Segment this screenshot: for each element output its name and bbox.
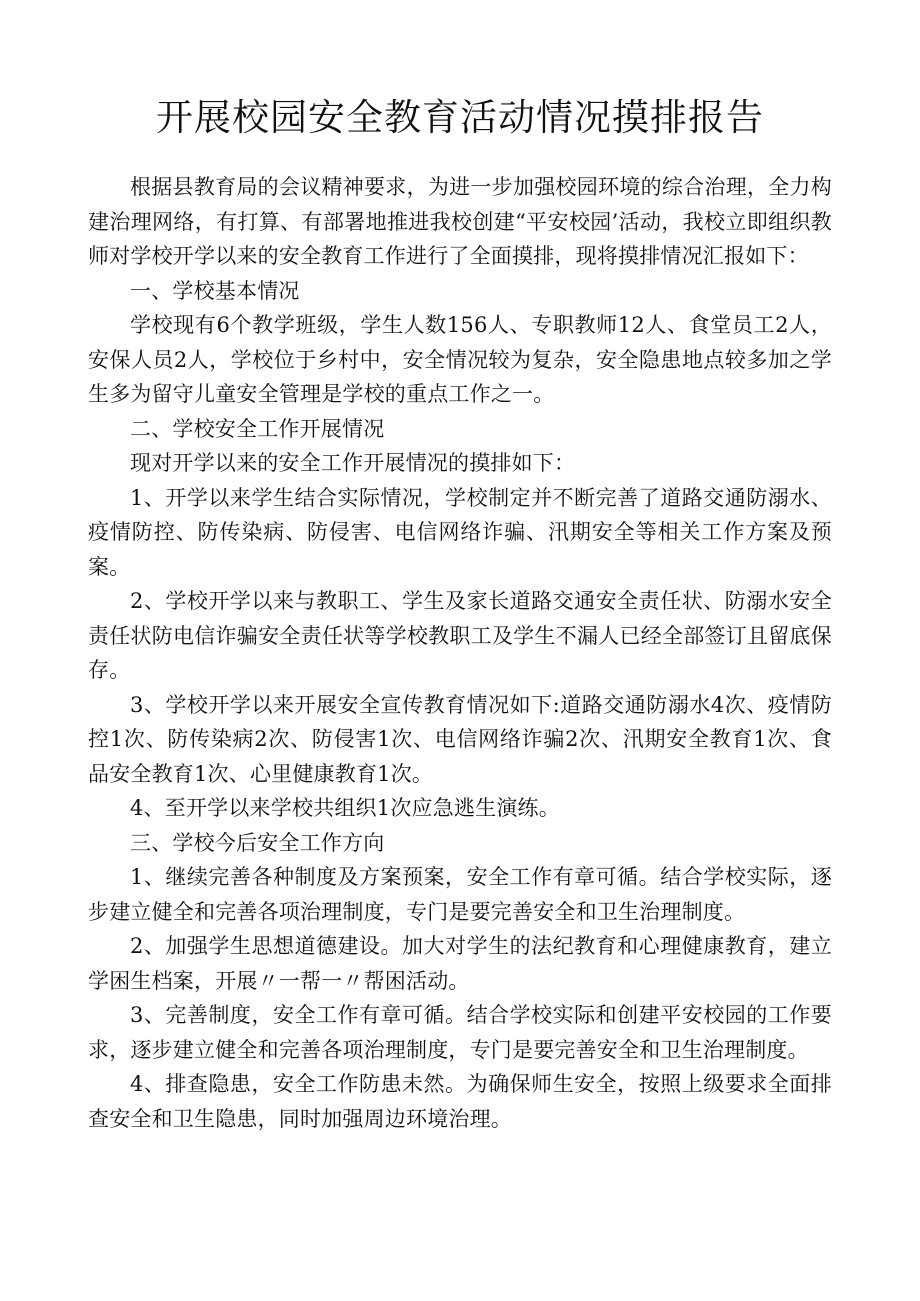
section-heading-basic-info: 一、学校基本情况 bbox=[130, 278, 300, 303]
paragraph-intro: 根据县教育局的会议精神要求，为进一步加强校园环境的综合治理，全力构建治理网络，有打算、有部署地推进我校创建“平安校园’活动，我校立即组织教师对学校开学以来的安全教育工作进行了全面摸排，现将摸排情况汇报如下： bbox=[88, 175, 832, 268]
document-title: 开展校园安全教育活动情况摸排报告 bbox=[156, 96, 764, 139]
paragraph-item-2: 2、学校开学以来与教职工、学生及家长道路交通安全责任状、防溺水安全责任状防电信诈骗安全责任状等学校教职工及学生不漏人已经全部签订且留底保存。 bbox=[88, 589, 832, 682]
section-heading-future-direction: 三、学校今后安全工作方向 bbox=[130, 830, 385, 855]
paragraph-future-1: 1、继续完善各种制度及方案预案，安全工作有章可循。结合学校实际，逐步建立健全和完善各项治理制度，专门是要完善安全和卫生治理制度。 bbox=[88, 865, 832, 924]
paragraph-work-progress-intro: 现对开学以来的安全工作开展情况的摸排如下： bbox=[130, 451, 576, 475]
paragraph-basic-info: 学校现有6个教学班级，学生人数156人、专职教师12人、食堂员工2人，安保人员2人，学校位于乡村中，安全情况较为复杂，安全隐患地点较多加之学生多为留守儿童安全管理是学校的重点工作之一。 bbox=[88, 313, 832, 406]
paragraph-future-4: 4、排查隐患，安全工作防患未然。为确保师生安全，按照上级要求全面排查安全和卫生隐患，同时加强周边环境治理。 bbox=[88, 1072, 832, 1131]
paragraph-item-4: 4、至开学以来学校共组织1次应急逃生演练。 bbox=[130, 796, 560, 820]
paragraph-future-2: 2、加强学生思想道德建设。加大对学生的法纪教育和心理健康教育，建立学困生档案，开展〃一帮一〃帮困活动。 bbox=[88, 934, 832, 993]
paragraph-item-1: 1、开学以来学生结合实际情况，学校制定并不断完善了道路交通防溺水、疫情防控、防传染病、防侵害、电信网络诈骗、汛期安全等相关工作方案及预案。 bbox=[88, 485, 832, 579]
paragraph-item-3: 3、学校开学以来开展安全宣传教育情况如下:道路交通防溺水4次、疫情防控1次、防传染病2次、防侵害1次、电信网络诈骗2次、汛期安全教育1次、食品安全教育1次、心里健康教育1次。 bbox=[88, 692, 832, 786]
section-heading-work-progress: 二、学校安全工作开展情况 bbox=[130, 416, 385, 441]
document-body bbox=[88, 170, 832, 1136]
paragraph-future-3: 3、完善制度，安全工作有章可循。结合学校实际和创建平安校园的工作要求，逐步建立健全和完善各项治理制度，专门是要完善安全和卫生治理制度。 bbox=[88, 1003, 832, 1062]
